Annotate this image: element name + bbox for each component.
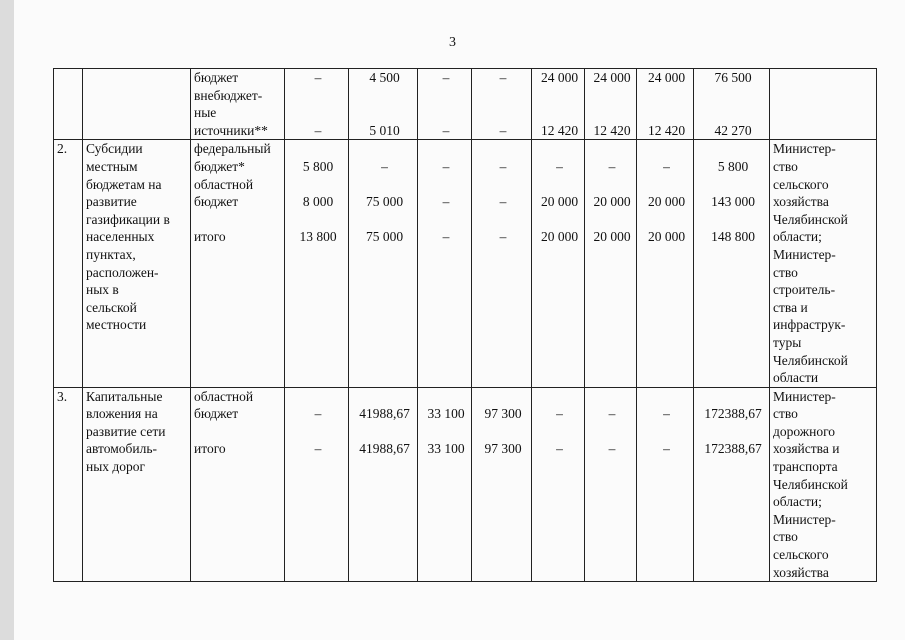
cell-line: [194, 423, 284, 441]
cell-line: населенных: [86, 229, 155, 245]
cell-line: ство: [773, 529, 798, 545]
cell-line: ных в: [86, 282, 119, 298]
cell-line: [288, 423, 348, 441]
cell-line: [588, 211, 636, 229]
row-number-cell: [54, 69, 83, 140]
cell-line: [640, 87, 693, 105]
cell-line: газификации в: [86, 211, 170, 227]
value-cell-7: [637, 140, 694, 387]
cell-line: –: [442, 70, 450, 85]
value-cell-5: [532, 140, 585, 387]
cell-line: 8 000: [302, 194, 334, 210]
value-cell-5: [532, 387, 585, 582]
cell-line: –: [499, 122, 507, 138]
cell-line: [588, 388, 636, 406]
cell-line: [475, 87, 531, 105]
cell-line: 33 100: [427, 406, 465, 422]
cell-line: 3.: [57, 388, 68, 404]
executor-cell: [770, 69, 877, 140]
page-number: 3: [449, 35, 456, 50]
cell-line: [535, 140, 584, 158]
cell-line: Челябинской: [773, 476, 848, 492]
budget-table: [53, 68, 877, 582]
cell-line: 12 420: [647, 122, 686, 138]
cell-line: 2.: [57, 141, 68, 157]
value-cell-7: [637, 387, 694, 582]
activity-name-cell: [83, 140, 191, 387]
value-cell-2: [349, 69, 418, 140]
cell-line: местности: [86, 317, 147, 333]
total-cell: [694, 69, 770, 140]
cell-line: 12 420: [540, 122, 579, 138]
cell-line: развитие: [86, 194, 137, 210]
value-cell-3: [418, 387, 472, 582]
cell-line: 148 800: [711, 229, 755, 245]
cell-line: ство: [773, 264, 798, 280]
cell-line: [535, 423, 584, 441]
table-row: [54, 140, 877, 387]
cell-line: [421, 140, 471, 158]
cell-line: итого: [194, 441, 226, 457]
cell-line: –: [499, 158, 507, 174]
funding-source-cell: [191, 387, 285, 582]
cell-line: бюджет: [194, 70, 239, 85]
cell-line: транспорта: [773, 459, 838, 475]
cell-line: –: [663, 406, 670, 422]
cell-line: федеральный: [194, 141, 271, 157]
cell-line: вложения на: [86, 406, 158, 422]
cell-line: [640, 104, 693, 122]
executor-cell: [770, 387, 877, 582]
cell-line: [535, 211, 584, 229]
cell-line: [421, 388, 471, 406]
funding-source-cell: [191, 69, 285, 140]
cell-line: [352, 104, 417, 122]
cell-line: [640, 388, 693, 406]
value-cell-5: [532, 69, 585, 140]
cell-line: 33 100: [427, 441, 465, 457]
cell-line: –: [314, 441, 322, 457]
scan-left-edge: [0, 0, 14, 640]
cell-line: области: [773, 370, 819, 386]
cell-line: –: [608, 158, 616, 174]
cell-line: сельского: [773, 547, 829, 563]
cell-line: Челябинской: [773, 352, 848, 368]
executor-cell: [770, 140, 877, 387]
value-cell-1: [285, 140, 349, 387]
cell-line: –: [442, 158, 450, 174]
cell-line: [421, 211, 471, 229]
cell-line: [640, 140, 693, 158]
cell-line: [697, 423, 769, 441]
cell-line: [588, 104, 636, 122]
cell-line: ство: [773, 406, 798, 422]
cell-line: [640, 211, 693, 229]
cell-line: [288, 388, 348, 406]
cell-line: [697, 211, 769, 229]
cell-line: [535, 176, 584, 194]
cell-line: [86, 69, 190, 87]
cell-line: 4 500: [369, 70, 400, 85]
cell-line: [352, 176, 417, 194]
cell-line: 13 800: [299, 229, 337, 245]
cell-line: –: [556, 441, 563, 457]
cell-line: [535, 87, 584, 105]
value-cell-1: [285, 387, 349, 582]
cell-line: –: [442, 194, 450, 210]
cell-line: [421, 87, 471, 105]
activity-name-cell: [83, 69, 191, 140]
value-cell-4: [472, 69, 532, 140]
cell-line: областной: [194, 388, 254, 404]
cell-line: расположен-: [86, 264, 159, 280]
cell-line: источники**: [194, 122, 268, 138]
cell-line: местным: [86, 158, 138, 174]
value-cell-1: [285, 69, 349, 140]
cell-line: –: [442, 122, 450, 138]
cell-line: [640, 176, 693, 194]
value-cell-6: [585, 140, 637, 387]
cell-line: [640, 423, 693, 441]
cell-line: [588, 176, 636, 194]
cell-line: –: [499, 229, 507, 245]
cell-line: 20 000: [540, 194, 579, 210]
value-cell-2: [349, 387, 418, 582]
cell-line: [475, 211, 531, 229]
value-cell-7: [637, 69, 694, 140]
value-cell-6: [585, 69, 637, 140]
cell-line: Министер-: [773, 246, 836, 262]
cell-line: 41988,67: [359, 441, 410, 457]
cell-line: 5 800: [717, 158, 749, 174]
cell-line: 20 000: [593, 194, 631, 210]
cell-line: сельского: [773, 176, 829, 192]
cell-line: 24 000: [647, 70, 686, 85]
cell-line: 41988,67: [359, 406, 410, 422]
cell-line: [352, 211, 417, 229]
cell-line: областной: [194, 176, 254, 192]
value-cell-6: [585, 387, 637, 582]
value-cell-3: [418, 69, 472, 140]
value-cell-3: [418, 140, 472, 387]
cell-line: строитель-: [773, 282, 836, 298]
cell-line: [475, 388, 531, 406]
row-number-cell: [54, 140, 83, 387]
cell-line: итого: [194, 229, 226, 245]
cell-line: 172388,67: [704, 441, 762, 457]
table-row: [54, 387, 877, 582]
cell-line: Министер-: [773, 511, 836, 527]
activity-name-cell: [83, 387, 191, 582]
cell-line: ных дорог: [86, 459, 146, 475]
cell-line: 5 010: [369, 122, 400, 138]
cell-line: [697, 388, 769, 406]
cell-line: –: [663, 158, 670, 174]
table-row: [54, 69, 877, 140]
cell-line: [697, 104, 769, 122]
cell-line: Министер-: [773, 141, 836, 157]
cell-line: [288, 87, 348, 105]
cell-line: [535, 104, 584, 122]
cell-line: [352, 87, 417, 105]
cell-line: [288, 140, 348, 158]
cell-line: 24 000: [540, 70, 579, 85]
cell-line: 24 000: [593, 70, 631, 85]
cell-line: внебюджет-: [194, 87, 263, 103]
cell-line: –: [499, 70, 507, 85]
cell-line: [773, 69, 876, 87]
total-cell: [694, 387, 770, 582]
cell-line: развитие сети: [86, 423, 166, 439]
cell-line: бюджет: [194, 194, 239, 210]
cell-line: 97 300: [484, 441, 522, 457]
cell-line: [588, 423, 636, 441]
cell-line: [697, 87, 769, 105]
funding-source-cell: [191, 140, 285, 387]
cell-line: 12 420: [593, 122, 631, 138]
cell-line: –: [314, 406, 322, 422]
cell-line: хозяйства и: [773, 441, 840, 457]
cell-line: бюджет*: [194, 158, 245, 174]
cell-line: [697, 140, 769, 158]
cell-line: Субсидии: [86, 141, 143, 157]
cell-line: [352, 423, 417, 441]
cell-line: [535, 388, 584, 406]
cell-line: –: [663, 441, 670, 457]
cell-line: дорожного: [773, 423, 836, 439]
cell-line: [475, 104, 531, 122]
cell-line: 20 000: [593, 229, 631, 245]
cell-line: Челябинской: [773, 211, 848, 227]
total-cell: [694, 140, 770, 387]
cell-line: пунктах,: [86, 246, 136, 262]
cell-line: Капитальные: [86, 388, 163, 404]
cell-line: –: [499, 194, 507, 210]
cell-line: 5 800: [302, 158, 334, 174]
cell-line: хозяйства: [773, 194, 829, 210]
cell-line: 20 000: [647, 194, 686, 210]
cell-line: –: [556, 158, 563, 174]
cell-line: инфраструк-: [773, 317, 846, 333]
cell-line: 20 000: [647, 229, 686, 245]
cell-line: бюджет: [194, 406, 239, 422]
cell-line: [288, 176, 348, 194]
cell-line: [194, 211, 284, 229]
cell-line: ства и: [773, 299, 808, 315]
cell-line: [421, 176, 471, 194]
cell-line: 75 000: [365, 194, 404, 210]
cell-line: 97 300: [484, 406, 522, 422]
cell-line: [352, 140, 417, 158]
value-cell-4: [472, 140, 532, 387]
cell-line: 76 500: [714, 70, 752, 85]
cell-line: хозяйства: [773, 564, 829, 580]
cell-line: [697, 176, 769, 194]
cell-line: области;: [773, 494, 822, 510]
cell-line: Министер-: [773, 388, 836, 404]
cell-line: 20 000: [540, 229, 579, 245]
cell-line: 75 000: [365, 229, 404, 245]
cell-line: [421, 104, 471, 122]
cell-line: 172388,67: [704, 406, 762, 422]
cell-line: [421, 423, 471, 441]
cell-line: –: [381, 158, 388, 174]
cell-line: –: [556, 406, 563, 422]
cell-line: [588, 87, 636, 105]
cell-line: [288, 104, 348, 122]
cell-line: бюджетам на: [86, 176, 162, 192]
cell-line: [352, 388, 417, 406]
cell-line: [288, 211, 348, 229]
value-cell-2: [349, 140, 418, 387]
cell-line: ные: [194, 105, 217, 121]
cell-line: –: [608, 441, 616, 457]
cell-line: сельской: [86, 299, 137, 315]
cell-line: [475, 423, 531, 441]
cell-line: [57, 69, 82, 87]
cell-line: –: [314, 70, 322, 85]
cell-line: туры: [773, 334, 802, 350]
cell-line: ство: [773, 158, 798, 174]
cell-line: –: [314, 122, 322, 138]
cell-line: 143 000: [711, 194, 755, 210]
cell-line: автомобиль-: [86, 441, 158, 457]
cell-line: области;: [773, 229, 822, 245]
row-number-cell: [54, 387, 83, 582]
cell-line: [475, 140, 531, 158]
value-cell-4: [472, 387, 532, 582]
cell-line: –: [608, 406, 616, 422]
cell-line: 42 270: [714, 122, 752, 138]
cell-line: –: [442, 229, 450, 245]
cell-line: [475, 176, 531, 194]
cell-line: [588, 140, 636, 158]
